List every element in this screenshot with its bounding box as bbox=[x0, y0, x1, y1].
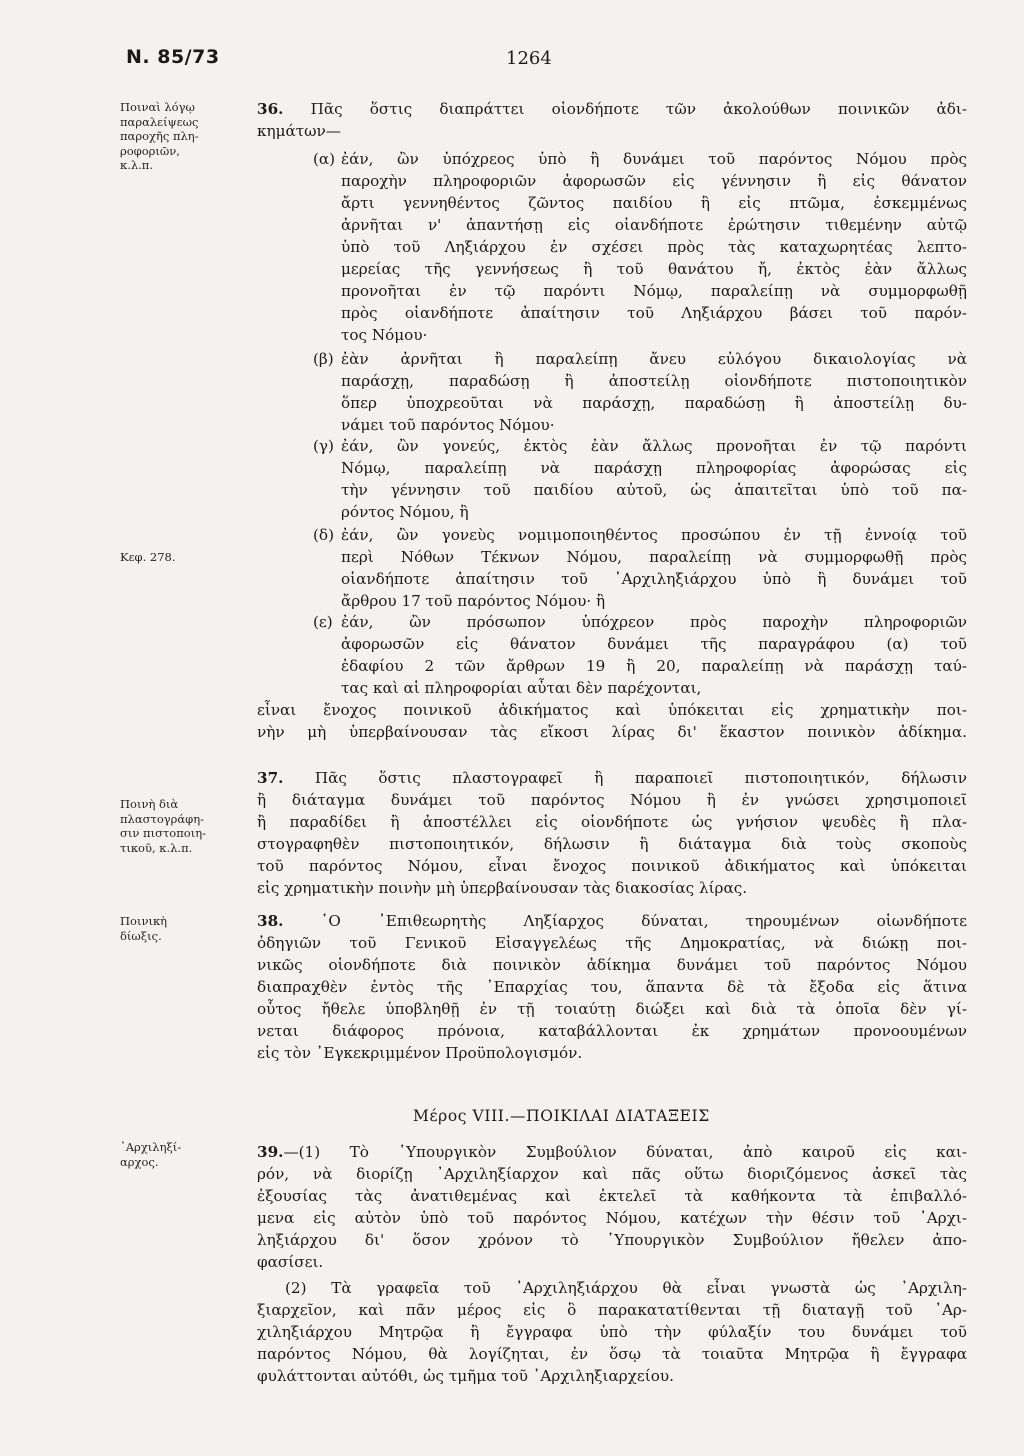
clause-text-line: νάμει τοῦ παρόντος Νόμου· bbox=[341, 416, 555, 434]
page-number: 1264 bbox=[506, 48, 552, 69]
margin-note-line: ροφοριῶν, bbox=[120, 143, 180, 158]
section-text-line: ξιαρχεῖον, καὶ πᾶν μέρος εἰς ὃ παρακατατίθενται τῇ διαταγῇ τοῦ ᾿Αρ- bbox=[257, 1301, 967, 1319]
section-text-line: φασίσει. bbox=[257, 1253, 324, 1271]
section-text-line: ῾Ο ᾿Επιθεωρητὴς Ληξίαρχος δύναται, τηρουμένων οἱωνδήποτε bbox=[320, 912, 968, 930]
section-36-intro bbox=[257, 98, 967, 142]
clause-text-line: ἐὰν ἀρνῆται ἢ παραλείπῃ ἄνευ εὐλόγου δικαιολογίας νὰ bbox=[341, 350, 967, 368]
clause-text-line: παράσχῃ, παραδώσῃ ἢ ἀποστείλῃ οἱονδήποτε πιστοποιητικὸν bbox=[341, 372, 967, 390]
margin-note-line: Κεφ. 278. bbox=[120, 550, 176, 564]
section-text-line: ληξιάρχου δι' ὅσον χρόνον τὸ ῾Υπουργικὸν Συμβούλιον ἤθελεν ἀπο- bbox=[257, 1231, 967, 1249]
clause-text-line: ἀρνῆται ν' ἀπαντήσῃ εἰς οἱανδήποτε ἐρώτησιν τιθεμένην αὐτῷ bbox=[341, 216, 967, 234]
section-number: 37. bbox=[257, 769, 284, 787]
margin-note-line: παροχῆς πλη- bbox=[120, 129, 199, 143]
section-text-line: Πᾶς ὅστις πλαστογραφεῖ ἢ παραποιεῖ πιστοποιητικόν, δήλωσιν bbox=[314, 769, 968, 787]
law-reference: N. 85/73 bbox=[126, 46, 220, 68]
clause-label: (β) bbox=[313, 350, 334, 368]
margin-note-line: Ποιναὶ λόγῳ bbox=[120, 100, 195, 114]
clause-text-line: ρόντος Νόμου, ἢ bbox=[341, 503, 469, 521]
section-37 bbox=[257, 767, 967, 899]
margin-note-line: πλαστογράφη- bbox=[120, 811, 204, 826]
margin-note-registrar bbox=[120, 1140, 260, 1169]
part-heading: Μέρος VIII.—ΠΟΙΚΙΛΑΙ ΔΙΑΤΑΞΕΙΣ bbox=[413, 1107, 710, 1125]
clause-text-line: Νόμῳ, παραλείπῃ νὰ παράσχῃ πληροφορίας ἀφορώσας εἰς bbox=[341, 459, 967, 477]
section-text-line: ρόν, νὰ διορίζῃ ᾿Αρχιληξίαρχον καὶ πᾶς οὕτω διοριζόμενος ἀσκεῖ τὰς bbox=[257, 1165, 967, 1183]
margin-note-line: Ποινικὴ bbox=[120, 914, 168, 928]
section-text-line: εἰς χρηματικὴν ποινὴν μὴ ὑπερβαίνουσαν τὰς διακοσίας λίρας. bbox=[257, 879, 748, 897]
margin-note-line: σιν πιστοποιη- bbox=[120, 826, 206, 840]
section-36-closing bbox=[257, 699, 967, 743]
margin-note-chapter bbox=[120, 550, 260, 565]
section-text-line: οὗτος ἤθελε ὑποβληθῇ ἐν τῇ τοιαύτῃ διώξει καὶ διὰ τὰ ὁποῖα δὲν γί- bbox=[257, 1000, 967, 1018]
clause-text-line: τος Νόμου· bbox=[341, 326, 428, 344]
margin-note-forgery bbox=[120, 797, 260, 855]
section-text-line: ἢ παραδίδει ἢ ἀποστέλλει εἰς οἱονδήποτε ὡς γνήσιον ψευδὲς ἢ πλα- bbox=[257, 813, 967, 831]
margin-note-line: ᾿Αρχιληξί- bbox=[120, 1140, 182, 1154]
clause-text-line: ἐάν, ὢν πρόσωπον ὑπόχρεον πρὸς παροχὴν πληροφοριῶν bbox=[341, 613, 967, 631]
clause-text-line: προνοῆται ἐν τῷ παρόντι Νόμῳ, παραλείπῃ νὰ συμμορφωθῇ bbox=[341, 282, 967, 300]
margin-note-line: τικοῦ, κ.λ.π. bbox=[120, 840, 193, 855]
section-text-line: εἰς τὸν ᾿Εγκεκριμμένον Προϋπολογισμόν. bbox=[257, 1044, 583, 1062]
section-text-line: (2) Τὰ γραφεῖα τοῦ ᾿Αρχιληξιάρχου θὰ εἶναι γνωστὰ ὡς ᾿Αρχιλη- bbox=[285, 1279, 967, 1297]
clause-text-line: πρὸς οἱανδήποτε ἀπαίτησιν τοῦ Ληξιάρχου βάσει τοῦ παρόν- bbox=[341, 304, 967, 322]
clause-label: (α) bbox=[313, 150, 336, 168]
section-text-line: ἐξουσίας τὰς ἀνατιθεμένας καὶ ἐκτελεῖ τὰ καθήκοντα τὰ ἐπιβαλλό- bbox=[257, 1187, 967, 1205]
clause-text-line: ἀφορωσῶν εἰς θάνατον δυνάμει τῆς παραγράφου (α) τοῦ bbox=[341, 635, 967, 653]
clause-text-line: τας καὶ αἱ πληροφορίαι αὗται δὲν παρέχονται, bbox=[341, 679, 702, 697]
clause-text-line: ἐάν, ὢν ὑπόχρεος ὑπὸ ἢ δυνάμει τοῦ παρόντος Νόμου πρὸς bbox=[341, 150, 967, 168]
clause-text-line: περὶ Νόθων Τέκνων Νόμου, παραλείπῃ νὰ συμμορφωθῇ πρὸς bbox=[341, 548, 967, 566]
section-text-line: —(1) Τὸ ῾Υπουργικὸν Συμβούλιον δύναται, ἀπὸ καιροῦ εἰς και- bbox=[283, 1143, 967, 1161]
margin-note-line: αρχος. bbox=[120, 1154, 159, 1169]
clause-label: (γ) bbox=[313, 437, 334, 455]
section-text-line: χιληξιάρχου Μητρῷα ἢ ἔγγραφα ὑπὸ τὴν φύλαξίν του δυνάμει τοῦ bbox=[257, 1323, 967, 1341]
clause-text-line: παροχὴν πληροφοριῶν ἀφορωσῶν εἰς γέννησιν ἢ εἰς θάνατον bbox=[341, 172, 967, 190]
section-text-line: νεται διάφορος πρόνοια, καταβάλλονται ἐκ χρημάτων προνοουμένων bbox=[257, 1022, 967, 1040]
section-text-line: κημάτων— bbox=[257, 122, 341, 140]
section-number: 39. bbox=[257, 1143, 284, 1161]
section-text-line: διαπραχθὲν ἐντὸς τῆς ᾿Επαρχίας του, ἅπαντα δὲ τὰ ἔξοδα εἰς ἅτινα bbox=[257, 978, 967, 996]
clause-text-line: μερείας τῆς γεννήσεως ἢ τοῦ θανάτου ἤ, ἐκτὸς ἐὰν ἄλλως bbox=[341, 260, 967, 278]
clause-text-line: ὅπερ ὑποχρεοῦται νὰ παράσχῃ, παραδώσῃ ἢ ἀποστείλῃ δυ- bbox=[341, 394, 967, 412]
margin-note-penalties bbox=[120, 100, 260, 173]
margin-note-prosecution bbox=[120, 914, 260, 943]
clause-text-line: τὴν γέννησιν τοῦ παιδίου αὐτοῦ, ὡς ἀπαιτεῖται ὑπὸ τοῦ πα- bbox=[341, 481, 967, 499]
clause-text-line: ἄρθρου 17 τοῦ παρόντος Νόμου· ἢ bbox=[341, 592, 606, 610]
margin-note-line: Ποινὴ διὰ bbox=[120, 797, 179, 811]
section-text-line: μενα εἰς αὐτὸν ὑπὸ τοῦ παρόντος Νόμου, κατέχων τὴν θέσιν τοῦ ᾿Αρχι- bbox=[257, 1209, 967, 1227]
section-number: 38. bbox=[257, 912, 284, 930]
section-39-paragraph-2 bbox=[257, 1277, 967, 1387]
section-text-line: ἢ διάταγμα δυνάμει τοῦ παρόντος Νόμου ἢ ἐν γνώσει χρησιμοποιεῖ bbox=[257, 791, 967, 809]
clause-text-line: ἐδαφίου 2 τῶν ἄρθρων 19 ἢ 20, παραλείπῃ νὰ παράσχῃ ταύ- bbox=[341, 657, 967, 675]
section-text-line: εἶναι ἔνοχος ποινικοῦ ἀδικήματος καὶ ὑπόκειται εἰς χρηματικὴν ποι- bbox=[257, 701, 967, 719]
section-text-line: ὁδηγιῶν τοῦ Γενικοῦ Εἰσαγγελέως τῆς Δημοκρατίας, νὰ διώκῃ ποι- bbox=[257, 934, 967, 952]
section-39-paragraph-1 bbox=[257, 1141, 967, 1273]
clause-label: (δ) bbox=[313, 526, 334, 544]
clause-text-line: ἐάν, ὢν γονεὺς νομιμοποιηθέντος προσώπου ἐν τῇ ἐννοίᾳ τοῦ bbox=[341, 526, 967, 544]
section-number: 36. bbox=[257, 100, 284, 118]
section-38 bbox=[257, 910, 967, 1064]
margin-note-line: κ.λ.π. bbox=[120, 158, 154, 172]
section-text-line: νὴν μὴ ὑπερβαίνουσαν τὰς εἴκοσι λίρας δι' ἕκαστον ποινικὸν ἀδίκημα. bbox=[257, 723, 967, 741]
section-text-line: παρόντος Νόμου, θὰ λογίζηται, ἐν ὅσῳ τὰ τοιαῦτα Μητρῷα ἢ ἔγγραφα bbox=[257, 1345, 967, 1363]
clause-text-line: ἐάν, ὢν γονεύς, ἐκτὸς ἐὰν ἄλλως προνοῆται ἐν τῷ παρόντι bbox=[341, 437, 967, 455]
section-text-line: τοῦ παρόντος Νόμου, εἶναι ἔνοχος ποινικοῦ ἀδικήματος καὶ ὑπόκειται bbox=[257, 857, 967, 875]
section-text-line: στογραφηθὲν πιστοποιητικόν, δήλωσιν ἢ διάταγμα διὰ τοὺς σκοποὺς bbox=[257, 835, 967, 853]
section-text-line: Πᾶς ὅστις διαπράττει οἱονδήποτε τῶν ἀκολούθων ποινικῶν ἀδι- bbox=[310, 100, 967, 118]
clause-text-line: ἄρτι γεννηθέντος ζῶντος παιδίου ἢ εἰς πτῶμα, ἐσκεμμένως bbox=[341, 194, 967, 212]
margin-note-line: παραλείψεως bbox=[120, 114, 199, 129]
clause-text-line: ὑπὸ τοῦ Ληξιάρχου ἐν σχέσει πρὸς τὰς καταχωρητέας λεπτο- bbox=[341, 238, 967, 256]
clause-text-line: οἱανδήποτε ἀπαίτησιν τοῦ ᾿Αρχιληξιάρχου ὑπὸ ἢ δυνάμει τοῦ bbox=[341, 570, 967, 588]
section-text-line: νικῶς οἱονδήποτε διὰ ποινικὸν ἀδίκημα δυνάμει τοῦ παρόντος Νόμου bbox=[257, 956, 967, 974]
section-text-line: φυλάττονται αὐτόθι, ὡς τμῆμα τοῦ ᾿Αρχιληξιαρχείου. bbox=[257, 1367, 674, 1385]
margin-note-line: δίωξις. bbox=[120, 928, 162, 943]
clause-label: (ε) bbox=[313, 613, 333, 631]
